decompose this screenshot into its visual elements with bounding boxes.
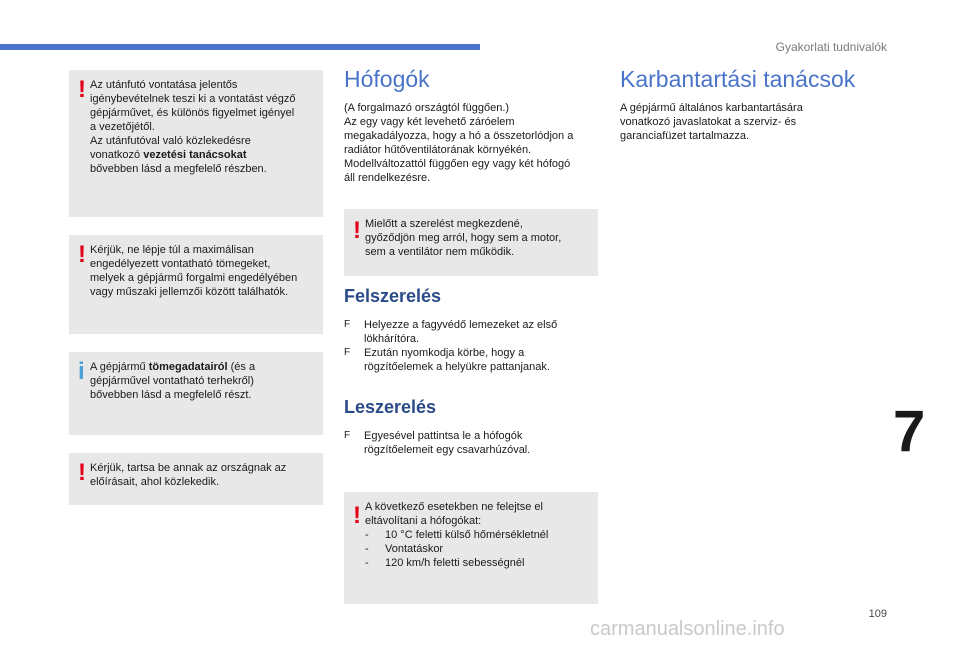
watermark-text: carmanualsonline.info <box>590 618 785 640</box>
warning-text <box>90 243 317 299</box>
list-item: - Vontatáskor <box>365 542 592 556</box>
text-line: eltávolítani a hófogókat: <box>365 515 482 527</box>
text-line <box>90 360 317 374</box>
info-icon: i <box>78 358 85 385</box>
warning-box-country-rules <box>69 453 323 505</box>
section-title: Gyakorlati tudnivalók <box>775 40 887 54</box>
section-heading-maintenance: Karbantartási tanácsok <box>620 66 856 92</box>
list-item <box>344 346 600 374</box>
removal-steps <box>344 429 600 457</box>
text-line: garanciafüzet tartalmazza. <box>620 130 750 142</box>
text-span: rögzítőelemeit egy csavarhúzóval. <box>364 444 531 456</box>
bullet-icon: F <box>344 430 351 441</box>
warning-icon: ! <box>78 459 86 486</box>
text-span: lökhárítóra. <box>364 333 420 345</box>
mounting-steps <box>344 318 600 374</box>
text-line: Kérjük, ne lépje túl a maximálisan <box>90 244 254 256</box>
warning-icon: ! <box>353 217 361 244</box>
text-line: engedélyezett vontatható tömegeket, <box>90 258 271 270</box>
text-span: (és a <box>227 361 256 373</box>
text-line: melyek a gépjármű forgalmi engedélyében <box>90 272 298 284</box>
bold-text: tömegadatairól <box>148 361 228 373</box>
warning-text <box>90 461 317 489</box>
text-line: Modellváltozattól függően egy vagy két hófogó <box>344 158 571 170</box>
list-item: - 10 °C feletti külső hőmérsékletnél <box>365 528 592 542</box>
warning-box-remove-conditions <box>344 492 598 604</box>
text-line: bővebben lásd a megfelelő részben. <box>90 163 267 175</box>
text-line: (A forgalmazó országtól függően.) <box>344 102 510 114</box>
warning-icon: ! <box>78 76 86 103</box>
text-line: gépjárművel vontatható terhekről) <box>90 375 254 387</box>
list-item <box>344 429 600 457</box>
warning-box-max-weight <box>69 235 323 334</box>
text-line: megakadályozza, hogy a hó a összetorlódjon a <box>344 130 574 142</box>
chapter-number: 7 <box>893 399 926 464</box>
text-line: A következő esetekben ne felejtse el <box>365 501 543 513</box>
text-line: bővebben lásd a megfelelő részt. <box>90 389 252 401</box>
subheading-removal: Leszerelés <box>344 397 437 417</box>
text-line: gépjárművet, és különös figyelmet igényel <box>90 107 295 119</box>
text-line: vonatkozó javaslatokat a szerviz- és <box>620 116 797 128</box>
list-item <box>344 318 600 346</box>
text-line: a vezetőjétől. <box>90 121 155 133</box>
warning-icon: ! <box>353 502 361 529</box>
text-line: előírásait, ahol közlekedik. <box>90 476 220 488</box>
text-span: A gépjármű <box>90 361 149 373</box>
info-text <box>90 360 317 402</box>
text-line: Az egy vagy két levehető záróelem <box>344 116 515 128</box>
text-line: radiátor hűtőventilátorának környékén. <box>344 144 532 156</box>
info-box-weights <box>69 352 323 435</box>
text-span: Helyezze a fagyvédő lemezeket az első <box>364 319 558 331</box>
header-accent-bar <box>0 44 480 50</box>
text-span: rögzítőelemek a helyükre pattanjanak. <box>364 361 550 373</box>
subheading-mounting: Felszerelés <box>344 286 442 306</box>
text-line: igénybevételnek teszi ki a vontatást végző <box>90 93 296 105</box>
text-line: áll rendelkezésre. <box>344 172 431 184</box>
list-item: - 120 km/h feletti sebességnél <box>365 556 592 570</box>
text-line: vagy műszaki jellemzői között találhatók. <box>90 286 289 298</box>
warning-text <box>90 78 317 176</box>
text-line: Kérjük, tartsa be annak az országnak az <box>90 462 287 474</box>
text-span: vonatkozó <box>90 149 144 161</box>
text-line: Az utánfutó vontatása jelentős <box>90 79 238 91</box>
warning-icon: ! <box>78 241 86 268</box>
text-line: győződjön meg arról, hogy sem a motor, <box>365 232 562 244</box>
bullet-icon: F <box>344 319 351 330</box>
bullet-icon: F <box>344 347 351 358</box>
warning-text <box>365 500 592 570</box>
text-span: Ezután nyomkodja körbe, hogy a <box>364 347 525 359</box>
warning-text <box>365 217 592 259</box>
page-number: 109 <box>868 608 887 620</box>
text-line: Az utánfutóval való közlekedésre <box>90 135 251 147</box>
bold-text: vezetési tanácsokat <box>143 149 247 161</box>
snow-guards-intro <box>344 101 600 185</box>
text-line: A gépjármű általános karbantartására <box>620 102 803 114</box>
conditions-list <box>365 528 592 570</box>
section-heading-snow-guards: Hófogók <box>344 66 430 92</box>
text-line <box>90 148 317 162</box>
text-line: sem a ventilátor nem működik. <box>365 246 515 258</box>
text-line: Mielőtt a szerelést megkezdené, <box>365 218 523 230</box>
maintenance-text <box>620 101 880 143</box>
text-span: Egyesével pattintsa le a hófogók <box>364 430 523 442</box>
warning-box-towing <box>69 70 323 217</box>
warning-box-engine-off <box>344 209 598 276</box>
